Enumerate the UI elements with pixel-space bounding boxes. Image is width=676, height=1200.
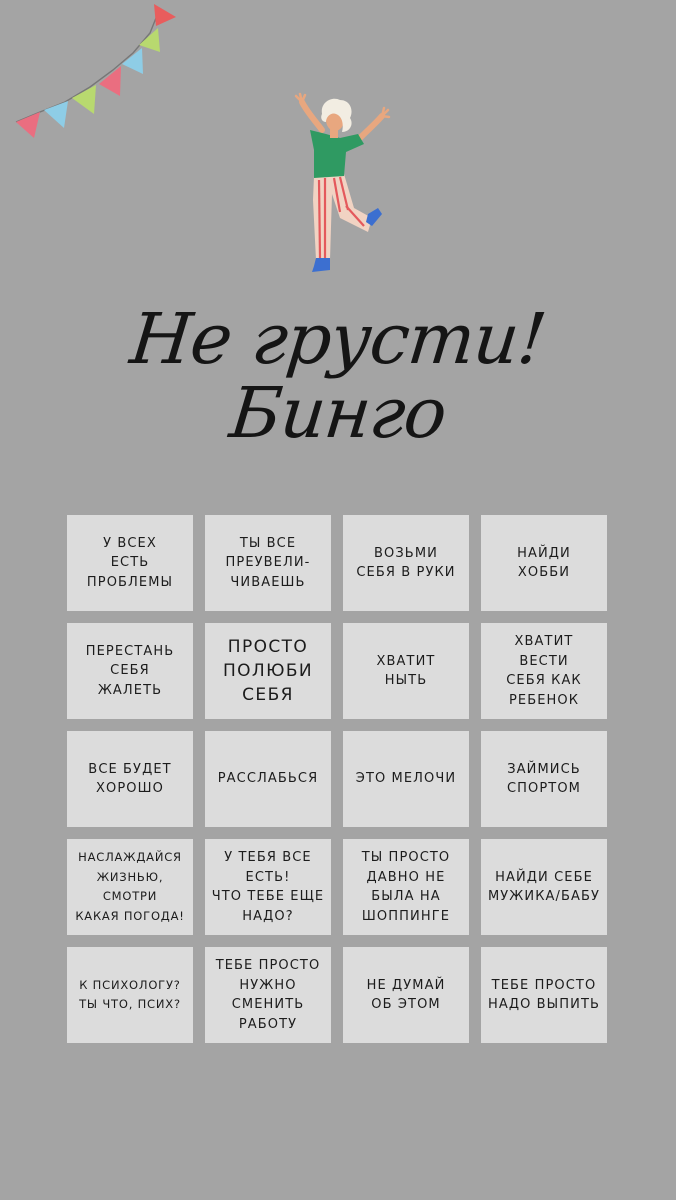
garland-flag (122, 48, 143, 74)
right-arm (360, 116, 382, 138)
bingo-cell[interactable]: НАЙДИ ХОББИ (481, 515, 607, 611)
bingo-cell[interactable]: ТЫ ПРОСТО ДАВНО НЕ БЫЛА НА ШОППИНГЕ (343, 839, 469, 935)
garland-flag (154, 4, 176, 26)
garland-flag (99, 66, 121, 96)
left-shoe (312, 258, 330, 272)
bingo-cell[interactable]: ВОЗЬМИ СЕБЯ В РУКИ (343, 515, 469, 611)
bingo-cell[interactable]: ТЕБЕ ПРОСТО НАДО ВЫПИТЬ (481, 947, 607, 1043)
garland-flag (16, 112, 40, 138)
page-subtitle: Бинго (226, 372, 450, 454)
bingo-cell[interactable]: ХВАТИТ НЫТЬ (343, 623, 469, 719)
right-hand (382, 108, 389, 117)
bingo-cell[interactable]: НАСЛАЖДАЙСЯ ЖИЗНЬЮ, СМОТРИ КАКАЯ ПОГОДА! (67, 839, 193, 935)
left-arm (302, 102, 322, 130)
bingo-cell[interactable]: ПЕРЕСТАНЬ СЕБЯ ЖАЛЕТЬ (67, 623, 193, 719)
left-hand (296, 94, 305, 102)
bingo-cell[interactable]: ПРОСТО ПОЛЮБИ СЕБЯ (205, 623, 331, 719)
bunting-garland (0, 0, 200, 150)
garland-flag (72, 85, 96, 114)
bingo-cell[interactable]: РАССЛАБЬСЯ (205, 731, 331, 827)
page-title: Не грусти! (126, 298, 550, 380)
bingo-cell[interactable]: ХВАТИТ ВЕСТИ СЕБЯ КАК РЕБЕНОК (481, 623, 607, 719)
bingo-cell[interactable]: У ТЕБЯ ВСЕ ЕСТЬ! ЧТО ТЕБЕ ЕЩЕ НАДО? (205, 839, 331, 935)
bingo-cell[interactable]: ЗАЙМИСЬ СПОРТОМ (481, 731, 607, 827)
bingo-grid (67, 515, 608, 1043)
bingo-cell[interactable]: У ВСЕХ ЕСТЬ ПРОБЛЕМЫ (67, 515, 193, 611)
bingo-cell[interactable]: ВСЕ БУДЕТ ХОРОШО (67, 731, 193, 827)
bingo-cell[interactable]: НЕ ДУМАЙ ОБ ЭТОМ (343, 947, 469, 1043)
garland-flag (139, 28, 160, 52)
bingo-cell[interactable]: НАЙДИ СЕБЕ МУЖИКА/БАБУ (481, 839, 607, 935)
bingo-cell[interactable]: К ПСИХОЛОГУ? ТЫ ЧТО, ПСИХ? (67, 947, 193, 1043)
dancing-person-illustration (280, 90, 400, 280)
bingo-cell[interactable]: ЭТО МЕЛОЧИ (343, 731, 469, 827)
right-shoe (366, 208, 382, 226)
bingo-cell[interactable]: ТЫ ВСЕ ПРЕУВЕЛИ- ЧИВАЕШЬ (205, 515, 331, 611)
bingo-cell[interactable]: ТЕБЕ ПРОСТО НУЖНО СМЕНИТЬ РАБОТУ (205, 947, 331, 1043)
